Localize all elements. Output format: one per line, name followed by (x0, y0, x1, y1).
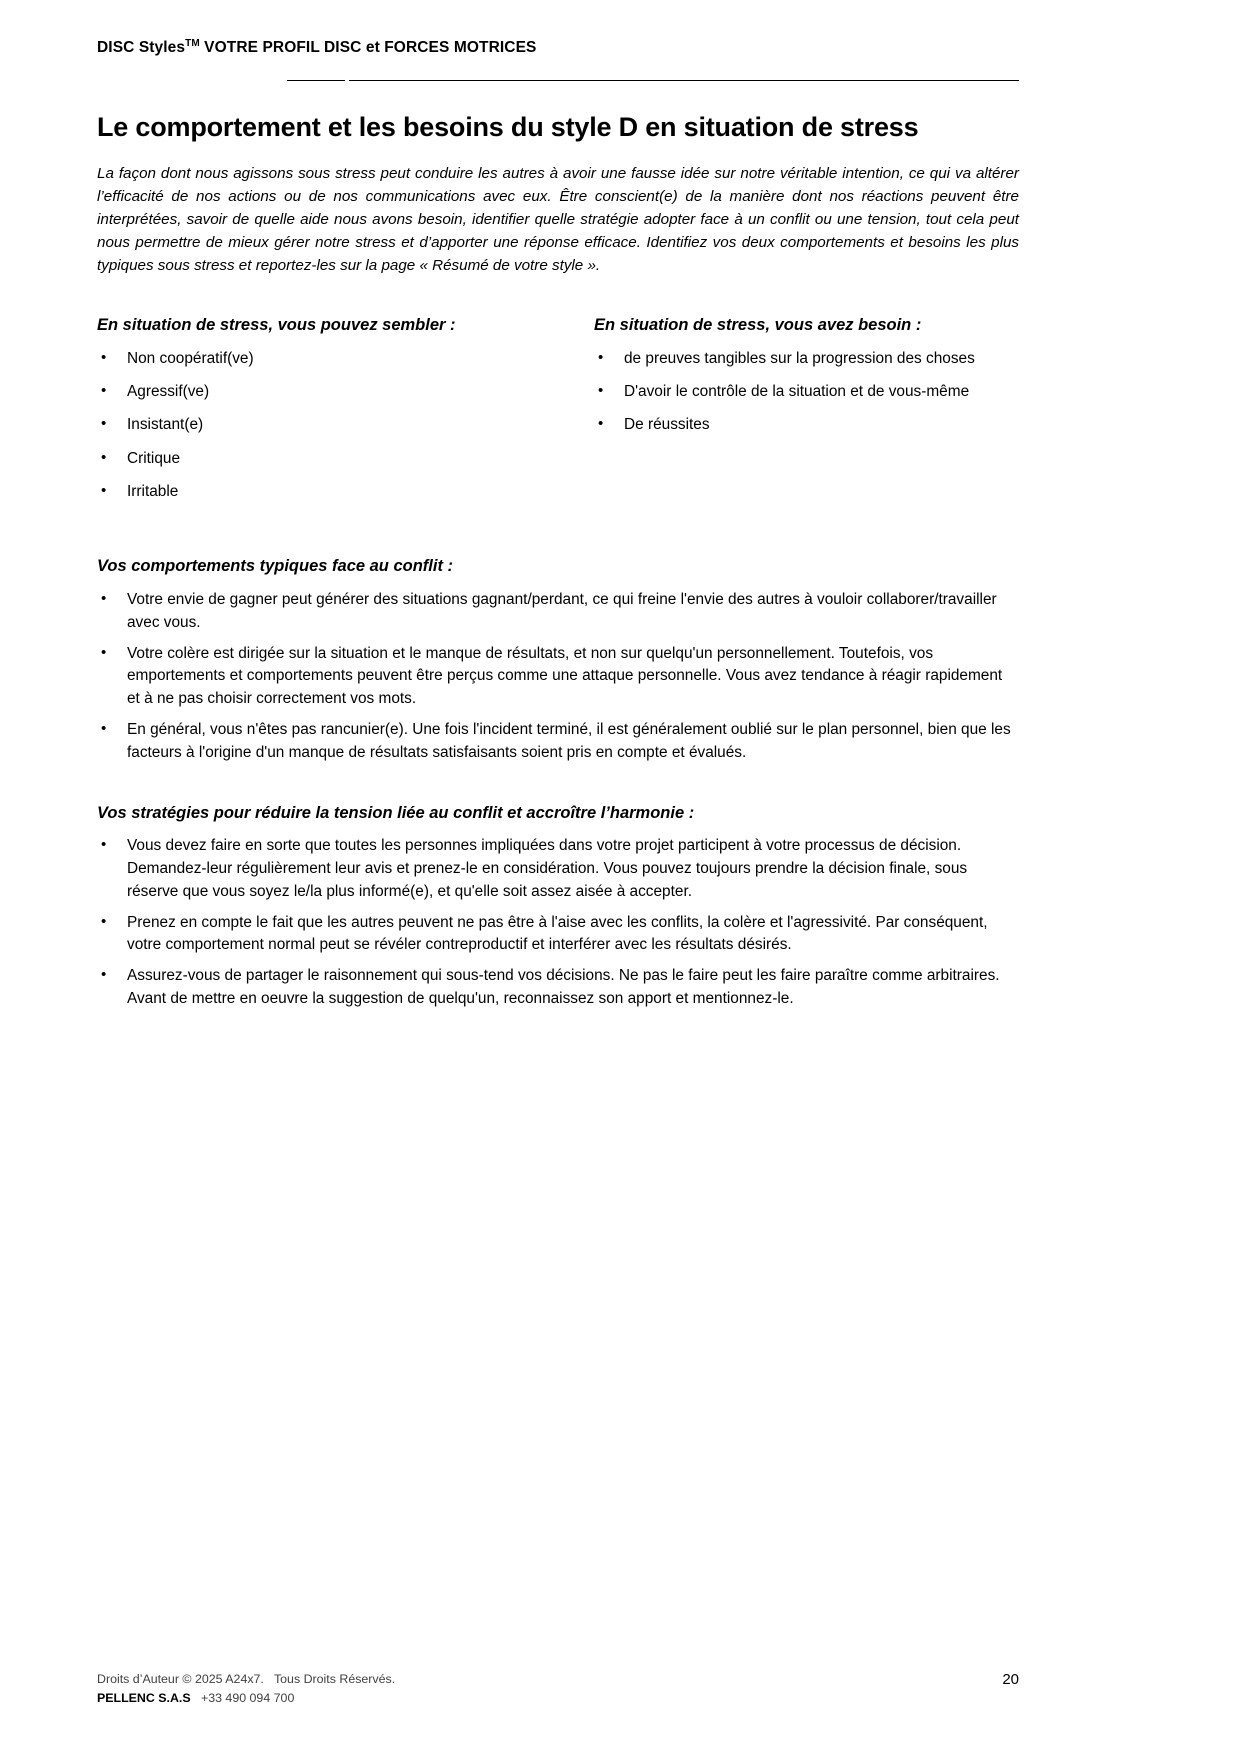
two-column-block (97, 315, 1019, 514)
page-footer (97, 1670, 1019, 1708)
page-number: 20 (1002, 1670, 1019, 1688)
list-item: • Insistant(e) (97, 414, 594, 436)
document-header (97, 0, 1019, 58)
list-item: • Irritable (97, 481, 594, 503)
list-item: • Votre colère est dirigée sur la situation et le manque de résultats, et non sur quelqu'un personnellement. Toutefois, vos emportements et comportements peuvent être perçus comme une attaque personnelle. Vous avez tendance à réagir rapidement et à ne pas choisir correctement vos mots. (97, 643, 1019, 711)
conflict-heading: Vos comportements typiques face au conflit : (97, 557, 454, 576)
list-item: • Votre envie de gagner peut générer des situations gagnant/perdant, ce qui freine l'envie des autres à vouloir collaborer/travailler avec vous. (97, 589, 1019, 635)
list-item: • de preuves tangibles sur la progression des choses (594, 348, 1019, 370)
list-item: • Prenez en compte le fait que les autres peuvent ne pas être à l'aise avec les conflits, la colère et l'agressivité. Par conséquent, votre comportement normal peut se révéler contreproductif et interférer avec les résultats désirés. (97, 912, 1019, 958)
intro-paragraph: La façon dont nous agissons sous stress peut conduire les autres à avoir une fausse idée sur notre véritable intention, ce qui va altérer l’efficacité de nos actions ou de nos communications avec eux. Être conscient(e) de la manière dont nos réactions peuvent être interprétées, savoir de quelle aide nous avons besoin, identifier quelle stratégie adopter face à un conflit ou une tension, tout cela peut nous permettre de mieux gérer notre stress et d’apporter une réponse efficace. Identifiez vos deux comportements et besoins les plus typiques sous stress et reportez-les sur la page « Résumé de votre style ». (97, 164, 1019, 274)
page-title: Le comportement et les besoins du style D en situation de stress (97, 111, 919, 142)
column-appear (97, 315, 594, 514)
conflict-section (97, 556, 1019, 764)
header-brand: DISC Styles (97, 39, 186, 57)
header-trademark-mark: TM (185, 38, 200, 49)
footer-phone: +33 490 094 700 (190, 1690, 295, 1705)
list-item: • Non coopératif(ve) (97, 348, 594, 370)
list-item: • En général, vous n'êtes pas rancunier(e). Une fois l'incident terminé, il est généralement oublié sur le plan personnel, bien que les facteurs à l'origine d'un manque de résultats satisfaisants soient pris en compte et évalués. (97, 719, 1019, 765)
list-item: • D'avoir le contrôle de la situation et de vous-même (594, 381, 1019, 403)
list-item: • De réussites (594, 414, 1019, 436)
list-item: • Vous devez faire en sorte que toutes les personnes impliquées dans votre projet participent à votre processus de décision. Demandez-leur régulièrement leur avis et prenez-le en considération. Vous pouvez toujours prendre la décision finale, sous réserve que vous soyez le/la plus informé(e), et qu'elle soit assez aisée à accepter. (97, 835, 1019, 903)
header-rule-long (349, 80, 1019, 81)
list-item: • Assurez-vous de partager le raisonnement qui sous-tend vos décisions. Ne pas le faire peut les faire paraître comme arbitraires. Avant de mettre en oeuvre la suggestion de quelqu'un, reconnaissez son apport et mentionnez-le. (97, 965, 1019, 1011)
footer-contact (97, 1689, 1019, 1708)
list-item: • Critique (97, 448, 594, 470)
footer-copyright: Droits d’Auteur © 2025 A24x7. Tous Droits Réservés. (97, 1671, 396, 1686)
needs-heading: En situation de stress, vous avez besoin : (594, 316, 922, 335)
column-needs (594, 315, 1019, 514)
header-title-rest: VOTRE PROFIL DISC et FORCES MOTRICES (199, 39, 537, 57)
header-rule-short (287, 80, 345, 81)
appear-list (97, 348, 594, 504)
needs-list (594, 348, 1019, 437)
strategies-heading: Vos stratégies pour réduire la tension liée au conflit et accroître l’harmonie : (97, 803, 695, 822)
list-item: • Agressif(ve) (97, 381, 594, 403)
conflict-list (97, 589, 1019, 765)
footer-company-name: PELLENC S.A.S (97, 1690, 191, 1705)
strategies-list (97, 835, 1019, 1011)
appear-heading: En situation de stress, vous pouvez sembler : (97, 316, 456, 335)
header-rule-group (97, 74, 1019, 88)
page-content (97, 0, 1019, 1019)
strategies-section (97, 803, 1019, 1011)
